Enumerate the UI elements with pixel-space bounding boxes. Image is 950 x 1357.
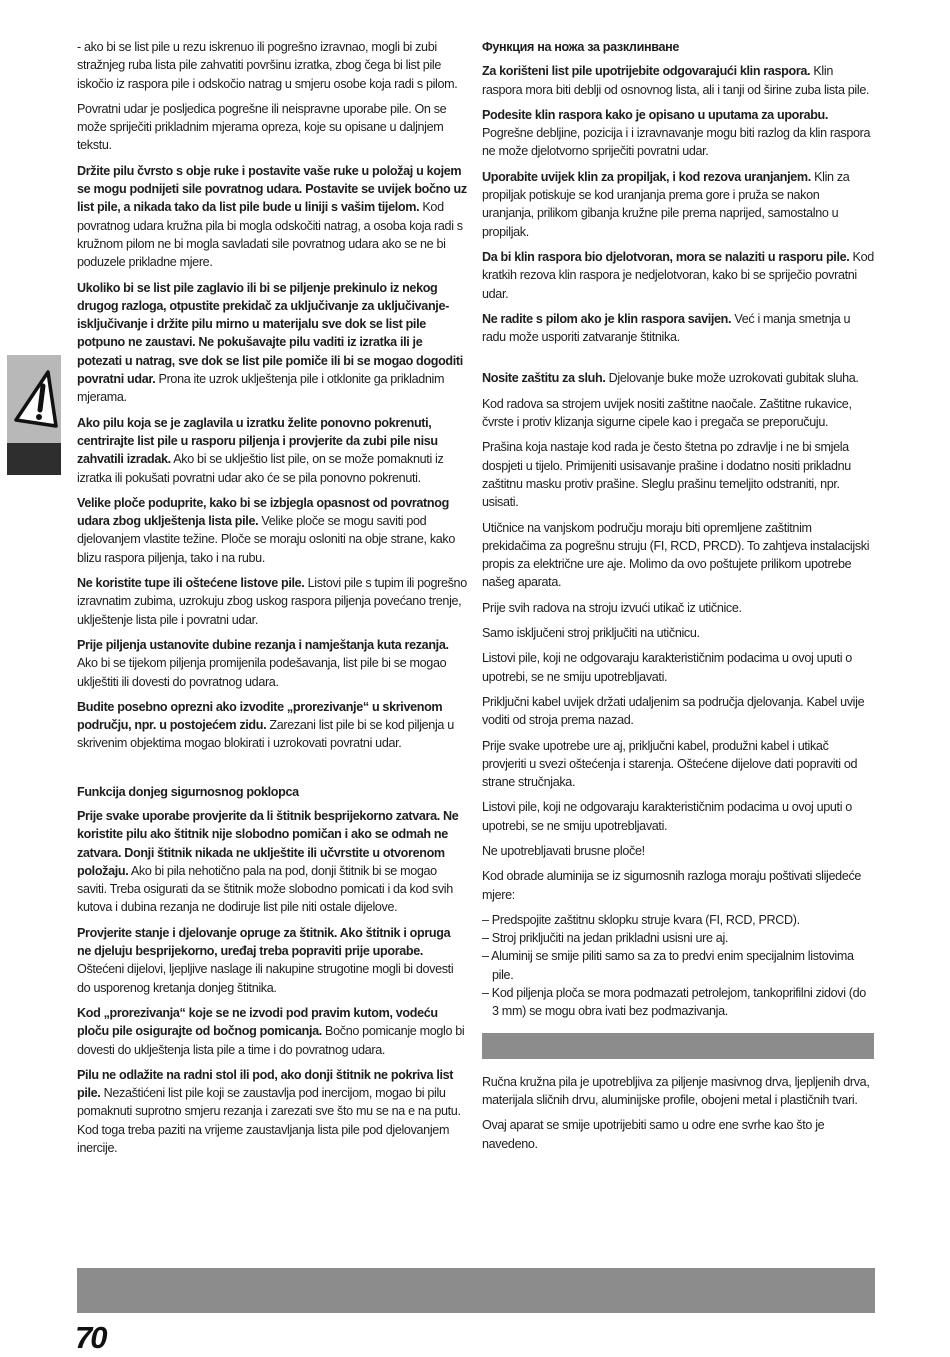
paragraph-text: Listovi pile s tupim ili pogrešno izravnatim zubima, uzrokuju zbog uskog raspora piljenja povećano trenje, uklještenje lista pile i povratni udar.	[77, 576, 467, 627]
paragraph-text: Priključni kabel uvijek držati udaljenim sa područja djelovanja. Kabel uvije voditi od stroja prema nazad.	[482, 694, 865, 728]
paragraph-text: Kod kratkih rezova klin raspora je nedjelotvoran, kako bi se spriječio povratni udar.	[482, 249, 874, 301]
paragraph-bold-lead: Pilu ne odlažite na radni stol ili pod, ako donji štitnik ne pokriva list pile.	[77, 1067, 454, 1101]
paragraph	[482, 1116, 874, 1153]
paragraph-text: Prije svih radova na stroju izvući utikač iz utičnice.	[482, 600, 742, 615]
paragraph-text: Djelovanje buke može uzrokovati gubitak sluha.	[605, 371, 859, 386]
paragraph	[482, 168, 874, 241]
list-item: – Stroj priključiti na jedan prikladni usisni ure aj.	[482, 931, 729, 946]
right-column	[482, 38, 874, 1160]
paragraph-bold-lead: Velike ploče poduprite, kako bi se izbjegla opasnost od povratnog udara zbog uklještenja lista pile.	[77, 495, 449, 529]
left-paragraphs	[77, 38, 467, 753]
paragraph-text: - ako bi se list pile u rezu iskrenuo ili pogrešno izravnao, mogli bi zubi stražnjeg ruba lista pile zahvatiti površinu izratka, zbog čega bi list pile iskočio iz raspora pile i odskočio natrag u smjeru osobe koja radi s pilom.	[77, 40, 458, 91]
paragraph-text: Klin raspora mora biti deblji od osnovnog lista, ali i tanji od širine zuba lista pile.	[482, 64, 870, 97]
paragraph-bold-lead: Da bi klin raspora bio djelotvoran, mora se nalaziti u rasporu pile.	[482, 249, 850, 264]
paragraph	[77, 636, 467, 691]
paragraph-bold-lead: Podesite klin raspora kako je opisano u uputama za uporabu.	[482, 107, 829, 122]
paragraph	[482, 842, 874, 860]
paragraph	[482, 737, 874, 792]
paragraph-text: Bočno pomicanje moglo bi dovesti do uklještenja lista pile a time i do povratnog udara.	[77, 1024, 465, 1057]
paragraph-text: Klin za propiljak potiskuje se kod uranjanja prema gore i pruža se nakon uranjanja, prilikom gibanja kružne pile prema naprijed, samostalno u propiljak.	[482, 169, 850, 239]
paragraph-text: Listovi pile, koji ne odgovaraju karakterističnim podacima u ovoj uputi o upotrebi, se ne smiju upotrebljavati.	[482, 651, 852, 684]
paragraph-text: Prije svake upotrebe ure aj, priključni kabel, produžni kabel i utikač provjeriti u svezi oštećenja i starenja. Oštećene dijelove dati popraviti od strane stručnjaka.	[482, 738, 858, 790]
paragraph-bold-lead: Uporabite uvijek klin za propiljak, i kod rezova uranjanjem.	[482, 169, 811, 184]
paragraph	[77, 162, 467, 272]
paragraph	[482, 438, 874, 511]
paragraph-bold-lead: Prije piljenja ustanovite dubine rezanja i namještanja kuta rezanja.	[77, 637, 449, 652]
paragraph-text: Ne upotrebljavati brusne ploče!	[482, 843, 645, 858]
paragraph-text: Samo isključeni stroj priključiti na utičnicu.	[482, 626, 700, 641]
paragraph-bold-lead: Provjerite stanje i djelovanje opruge za štitnik. Ako štitnik i opruga ne djeluju besprijekorno, uređaj treba popraviti prije uporabe.	[77, 925, 451, 959]
paragraph	[77, 38, 467, 93]
warning-tab-panel	[7, 355, 61, 443]
footer-bar	[77, 1268, 875, 1313]
paragraph-text: Utičnice na vanjskom području moraju biti opremljene zaštitnim prekidačima za pogrešnu struju (FI, RCD, PRCD). To zahtjeva instalacijski propis za električne ure aje. Molimo da ovo poštujete prilikom upotrebe našeg aparata.	[482, 520, 870, 590]
paragraph-bold-lead: Za korišteni list pile upotrijebite odgovarajući klin raspora.	[482, 64, 811, 79]
paragraph-bold-lead: Ako pilu koja se je zaglavila u izratku želite ponovno pokrenuti, centrirajte list pile u rasporu piljenja i provjerite da zubi pile nisu zahvatili izradak.	[77, 415, 438, 467]
section-heading-riving-knife: Функция на ножа за разклинване	[482, 40, 680, 54]
paragraph	[77, 100, 467, 155]
paragraph-text: Ovaj aparat se smije upotrijebiti samo u odre ene svrhe kao što je navedeno.	[482, 1118, 825, 1151]
paragraph-text: Oštećeni dijelovi, ljepljive naslage ili nakupine strugotine mogli bi dovesti do usporenog kretanja donjeg štitnika.	[77, 962, 454, 995]
paragraph-text: Već i manja smetnja u radu može usporiti zatvaranje štitnika.	[482, 311, 851, 345]
paragraph	[482, 649, 874, 686]
paragraph-bold-lead: Ne radite s pilom ako je klin raspora savijen.	[482, 311, 732, 326]
paragraph	[482, 599, 874, 617]
paragraph	[77, 698, 467, 753]
warning-tab	[7, 355, 61, 475]
paragraph-text: Kod radova sa strojem uvijek nositi zaštitne naočale. Zaštitne rukavice, čvrste i protiv klizanja sigurne cipele kao i pregača se preporučuju.	[482, 396, 852, 430]
section-heading-lower-guard: Funkcija donjeg sigurnosnog poklopca	[77, 784, 299, 799]
paragraph-text: Ručna kružna pila je upotrebljiva za piljenje masivnog drva, ljepljenih drva, materijala sličnih drvu, aluminijske profile, obojeni metal i plastičnih tvari.	[482, 1074, 870, 1107]
paragraph-text: Ako bi se uklještio list pile, on se može pomaknuti iz izratka ili pokušati povratni udar ako će se pila ponovno pokrenuti.	[77, 452, 444, 485]
list-item: – Predspojite zaštitnu sklopku struje kvara (FI, RCD, PRCD).	[482, 912, 800, 927]
right-paragraphs	[482, 62, 874, 346]
paragraph-text: Ako bi pila nehotično pala na pod, donji štitnik bi se mogao saviti. Treba osigurati da se štitnik može slobodno pomicati i da kod svih kutova i dubina rezanja ne dodiruje list pile niti ostale dijelove.	[77, 863, 453, 915]
left-paragraphs-guard	[77, 807, 467, 1157]
paragraph	[77, 807, 467, 917]
paragraph-bold-lead: Držite pilu čvrsto s obje ruke i postavite vaše ruke u položaj u kojem se mogu podnijeti sile povratnog udara. Postavite se uvijek bočno uz list pile, a nikada tako da list pile bude u liniji s vašim tijelom.	[77, 163, 467, 215]
paragraph	[482, 693, 874, 730]
paragraph-text: Prona ite uzrok uklještenja pile i otklonite ga prikladnim mjerama.	[77, 372, 445, 405]
paragraph	[482, 624, 874, 642]
paragraph-text: Nezaštićeni list pile koji se zaustavlja pod inercijom, mogao bi pilu pomaknuti suprotno smjeru rezanja i zarezati sve što mu se na e na putu. Kod toga treba paziti na vrijeme zaustavljanja lista pile pod djelovanjem inercije.	[77, 1086, 461, 1156]
page-number: 70	[75, 1320, 106, 1355]
paragraph	[77, 574, 467, 629]
paragraph-text: Zarezani list pile bi se kod piljenja u skrivenim objektima mogao blokirati i uzrokovati povratni udar.	[77, 718, 454, 751]
paragraph	[482, 369, 874, 387]
paragraph	[77, 494, 467, 567]
paragraph-text: Listovi pile, koji ne odgovaraju karakterističnim podacima u ovoj uputi o upotrebi, se ne smiju upotrebljavati.	[482, 800, 852, 833]
paragraph-text: Prašina koja nastaje kod rada je često štetna po zdravlje i ne bi smjela dospjeti u tijelo. Primijeniti usisavanje prašine i dodatno nositi prikladnu zaštitnu masku protiv prašine. Sleglu prašinu temeljito odstraniti, npr. usisati.	[482, 440, 851, 510]
paragraph-text: Kod obrade aluminija se iz sigurnosnih razloga moraju poštivati slijedeće mjere:	[482, 869, 862, 902]
right-paragraphs-safety	[482, 369, 874, 903]
paragraph-bold-lead: Ne koristite tupe ili oštećene listove pile.	[77, 576, 305, 591]
paragraph-text: Velike ploče se mogu saviti pod djelovanjem vlastite težine. Ploče se moraju osloniti na obje strane, kako blizu raspora piljenja, tako i na rubu.	[77, 514, 456, 565]
paragraph-text: Ako bi se tijekom piljenja promijenila podešavanja, list pile bi se mogao uklještiti ili dovesti do povratnog udara.	[77, 656, 447, 689]
paragraph	[482, 62, 874, 99]
list-item: – Kod piljenja ploča se mora podmazati petrolejom, tankoprifilni zidovi (do 3 mm) se mogu obra ivati bez podmazivanja.	[482, 986, 866, 1019]
aluminium-measures-list	[482, 911, 874, 1021]
paragraph	[77, 279, 467, 407]
paragraph	[482, 1073, 874, 1110]
paragraph-bold-lead: Kod „prorezivanja“ koje se ne izvodi pod pravim kutom, vodeću ploču pile osigurajte od bočnog pomicanja.	[77, 1005, 438, 1039]
paragraph	[482, 867, 874, 904]
paragraph-text: Kod povratnog udara kružna pila bi mogla odskočiti natrag, a osoba koja radi s kružnom pilom ne bi mogla savladati sile povratnog udara ako se ne bi poduzele prikladne mjere.	[77, 200, 463, 270]
paragraph	[77, 1066, 467, 1157]
section-bar-intended-use	[482, 1033, 874, 1059]
paragraph-text: Povratni udar je posljedica pogrešne ili neispravne uporabe pile. On se može spriječiti prikladnim mjerama opreza, koje su opisane u daljnjem tekstu.	[77, 101, 447, 153]
paragraph	[77, 1004, 467, 1059]
paragraph	[482, 395, 874, 432]
list-item: – Aluminij se smije piliti samo sa za to predvi enim specijalnim listovima pile.	[482, 949, 854, 982]
paragraph	[482, 106, 874, 161]
paragraph	[482, 798, 874, 835]
paragraph-bold-lead: Budite posebno oprezni ako izvodite „prorezivanje“ u skrivenom području, npr. u postojećem zidu.	[77, 699, 443, 733]
paragraph	[77, 924, 467, 997]
paragraph	[482, 248, 874, 303]
right-paragraphs-intended-use	[482, 1073, 874, 1153]
paragraph	[482, 519, 874, 592]
paragraph-bold-lead: Prije svake uporabe provjerite da li štitnik besprijekorno zatvara. Ne koristite pilu ako štitnik nije slobodno pomičan i ako se odmah ne zatvara. Donji štitnik nikada ne uklještite ili učvrstite u otvorenom položaju.	[77, 808, 459, 878]
paragraph	[482, 310, 874, 347]
paragraph-text: Pogrešne debljine, pozicija i i izravnavanje mogu biti razlog da klin raspora ne može djelotvorno spriječiti povratni udar.	[482, 126, 871, 159]
paragraph-bold-lead: Ukoliko bi se list pile zaglavio ili bi se piljenje prekinulo iz nekog drugog razloga, otpustite prekidač za uključivanje za uključivanje-isključivanje i držite pilu mirno u materijalu sve dok se list pile potpuno ne zaustavi. Ne pokušavajte pilu vaditi iz izratka ili je potezati u natrag, sve dok se list pile pomiče ili bi se mogao dogoditi povratni udar.	[77, 280, 463, 387]
warning-exclamation-icon	[12, 370, 58, 430]
left-column	[77, 38, 467, 1164]
paragraph	[77, 414, 467, 487]
paragraph-bold-lead: Nosite zaštitu za sluh.	[482, 371, 606, 386]
